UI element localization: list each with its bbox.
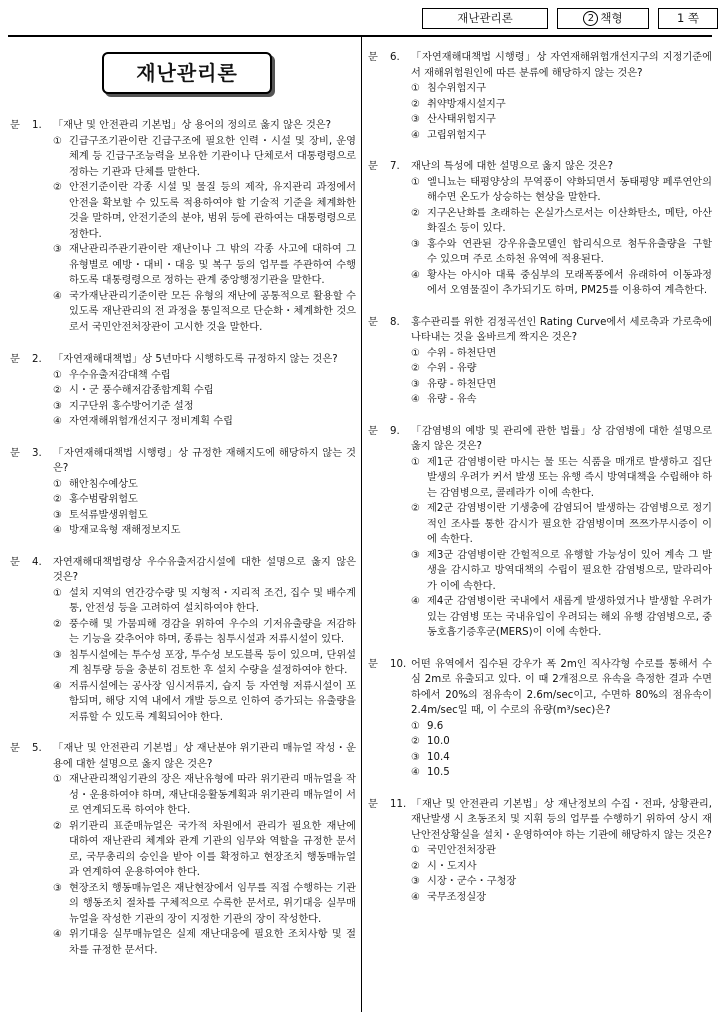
question-label: [10, 741, 53, 958]
question-prefix: 문: [10, 354, 20, 365]
option-2: [411, 859, 712, 875]
question-11: [368, 797, 712, 906]
option-4: [411, 268, 712, 299]
option-text: 재난관리책임기관의 장은 재난유형에 따라 위기관리 매뉴얼을 작성・운용하여야 하며, 재난대응활동계획과 위기관리 매뉴얼이 서로 연계되도록 하여야 한다.: [69, 774, 356, 816]
option-text: 설치 지역의 연간강수량 및 지형적・지리적 조건, 집수 및 배수계통, 안전성 등을 고려하여 설치하여야 한다.: [69, 587, 356, 614]
option-number: ④: [411, 891, 420, 903]
question-number: 5.: [32, 743, 42, 754]
option-4: [411, 594, 712, 641]
option-4: [411, 392, 712, 408]
option-text: 국민안전처장관: [427, 845, 496, 856]
option-number: ②: [53, 182, 62, 193]
option-number: ④: [53, 416, 62, 427]
option-text: 시장・군수・구청장: [427, 876, 517, 887]
option-text: 방재교육형 재해정보지도: [69, 525, 181, 536]
question-stem: 재난의 특성에 대한 설명으로 옳지 않은 것은?: [411, 161, 613, 172]
option-number: ③: [53, 882, 62, 894]
option-3: [53, 648, 356, 679]
question-stem: 「재난 및 안전관리 기본법」상 용어의 정의로 옳지 않은 것은?: [53, 120, 332, 131]
page-number-box: 1 쪽: [658, 8, 718, 29]
subject-box: 재난관리론: [422, 8, 548, 29]
option-2: [53, 383, 356, 399]
option-text: 10.0: [427, 736, 450, 747]
option-number: ②: [411, 736, 420, 747]
option-2: [411, 361, 712, 377]
option-number: ④: [411, 129, 420, 141]
question-number: 6.: [390, 52, 400, 63]
question-3: [10, 446, 356, 539]
option-text: 긴급구조기관이란 긴급구조에 필요한 인력・시설 및 장비, 운영체계 등 긴급구조능력을 보유한 기관이나 단체로서 대통령령으로 정하는 기관과 단체를 말한다.: [69, 135, 356, 178]
question-label: [10, 118, 53, 335]
option-number: ③: [53, 400, 62, 412]
option-text: 제3군 감염병이란 간헐적으로 유행할 가능성이 있어 계속 그 발생을 감시하고 방역대책의 수립이 필요한 감염병으로, 말라리아가 이에 속한다.: [427, 549, 712, 592]
option-text: 제4군 감염병이란 국내에서 새롭게 발생하였거나 발생할 우려가 있는 감염병 또는 국내유입이 우려되는 해외 유행 감염병으로, 중동호흡기증후군(MERS)이 이에 속한다.: [427, 596, 713, 638]
option-text: 안전기준이란 각종 시설 및 물질 등의 제작, 유지관리 과정에서 안전을 확보할 수 있도록 적용하여야 할 기술적 기준을 체계화한 것을 말하며, 안전기준의 분야, 범위 등에 관하여는 대통령령으로 정한다.: [69, 182, 356, 240]
question-9: [368, 424, 712, 641]
option-1: [411, 346, 712, 362]
question-prefix: 문: [368, 316, 378, 328]
option-number: ①: [411, 176, 420, 188]
option-1: [411, 175, 712, 206]
option-text: 유량 - 하천단면: [427, 378, 497, 390]
option-number: ③: [53, 244, 62, 255]
option-2: [53, 819, 356, 881]
option-1: [411, 81, 712, 97]
question-stem: 어떤 유역에서 집수된 강우가 폭 2m인 직사각형 수로를 통해서 수심 2m로 유출되고 있다. 이 때 2개점으로 유속을 측정한 결과 수면하에서 20%의 점유속이 2.6m/sec이고, 수면하 80%의 점유속이 2.4m/sec일 때, 이 수로의 유량(m³/sec)은?: [411, 658, 712, 716]
option-number: ④: [411, 394, 420, 405]
option-4: [411, 128, 712, 144]
option-number: ①: [53, 135, 62, 147]
option-number: ④: [411, 596, 420, 607]
option-4: [411, 890, 712, 906]
option-text: 저류시설에는 공사장 임시저류지, 습지 등 자연형 저류시설이 포함되며, 해당 지역 내에서 개발 등으로 인하여 증가되는 유출량을 저류할 수 있도록 계획되어야 한다.: [69, 680, 356, 723]
option-3: [53, 242, 356, 289]
booklet-type-box: [557, 8, 649, 29]
question-number: 8.: [390, 316, 400, 328]
option-1: [411, 719, 712, 735]
question-label: [10, 352, 53, 430]
question-stem: 자연재해대책법령상 우수유출저감시설에 대한 설명으로 옳지 않은 것은?: [53, 556, 356, 583]
option-text: 지구온난화를 초래하는 온실가스로서는 이산화탄소, 메탄, 아산화질소 등이 있다.: [427, 207, 712, 234]
option-2: [53, 492, 356, 508]
option-4: [53, 523, 356, 539]
page-header: [422, 8, 718, 29]
question-number: 10.: [390, 658, 407, 670]
question-label: [368, 50, 411, 143]
question-number: 1.: [32, 120, 42, 131]
question-7: [368, 159, 712, 299]
column-divider: [361, 37, 362, 1012]
option-3: [53, 399, 356, 415]
question-body: [53, 118, 356, 335]
option-2: [411, 97, 712, 113]
option-text: 홍수와 연관된 강우유출모델인 합리식으로 첨두유출량을 구할 수 있으며 주로 소하천 유역에 적용된다.: [427, 238, 712, 265]
question-label: [368, 424, 411, 641]
option-2: [411, 501, 712, 548]
option-number: ②: [411, 98, 420, 110]
option-1: [411, 843, 712, 859]
option-text: 10.5: [427, 767, 450, 778]
option-3: [53, 508, 356, 524]
option-number: ②: [411, 207, 420, 219]
question-stem: 「재난 및 안전관리 기본법」상 재난정보의 수집・전파, 상황관리, 재난발생 시 초동조치 및 지휘 등의 업무를 수행하기 위하여 상시 재난안전상황실을 설치・운영하여야 하는 기관에 해당하지 않는 것은?: [411, 798, 712, 841]
option-1: [53, 586, 356, 617]
question-prefix: 문: [368, 798, 378, 810]
question-stem: 「감염병의 예방 및 관리에 관한 법률」상 감염병에 대한 설명으로 옳지 않은 것은?: [411, 425, 712, 452]
option-4: [53, 414, 356, 430]
option-text: 수위 - 하천단면: [427, 347, 497, 359]
option-text: 침수위험지구: [427, 83, 487, 94]
option-number: ①: [411, 347, 420, 359]
question-number: 2.: [32, 354, 42, 365]
question-6: [368, 50, 712, 143]
option-number: ③: [53, 509, 62, 521]
option-4: [411, 765, 712, 781]
option-text: 엘니뇨는 태평양상의 무역풍이 약화되면서 동태평양 페루연안의 해수면 온도가 상승하는 현상을 말한다.: [427, 176, 712, 203]
option-number: ③: [53, 649, 62, 661]
option-2: [53, 180, 356, 242]
question-2: [10, 352, 356, 430]
option-number: ③: [411, 378, 420, 390]
option-text: 우수유출저감대책 수립: [69, 369, 171, 381]
question-4: [10, 555, 356, 726]
question-label: [368, 797, 411, 906]
option-text: 침투시설에는 투수성 포장, 투수성 보도블록 등이 있으며, 단위설계 침투량 등을 충분히 검토한 후 설치 수량을 설정하여야 한다.: [69, 649, 356, 676]
exam-title: 재난관리론: [102, 52, 272, 94]
option-number: ①: [411, 845, 420, 856]
option-number: ④: [53, 290, 62, 302]
left-column: [10, 118, 356, 958]
option-text: 산사태위험지구: [427, 114, 496, 125]
option-number: ①: [53, 587, 62, 599]
header-rule: [8, 35, 712, 37]
option-text: 토석류발생위험도: [69, 509, 148, 521]
option-text: 자연재해위험개선지구 정비계획 수립: [69, 416, 233, 427]
option-number: ②: [411, 363, 420, 374]
option-4: [53, 289, 356, 336]
option-text: 현장조치 행동매뉴얼은 재난현장에서 임무를 직접 수행하는 기관의 행동조치 절차를 구체적으로 수록한 문서로, 위기대응 실무매뉴얼을 작성한 기관의 장이 지정한 기관의 장이 작성한다.: [69, 882, 356, 925]
booklet-type-number: 2: [583, 11, 598, 26]
option-1: [53, 477, 356, 493]
option-text: 위기대응 실무매뉴얼은 실제 재난대응에 필요한 조치사항 및 절차를 규정한 문서다.: [69, 929, 356, 956]
option-number: ④: [411, 269, 420, 281]
option-1: [53, 368, 356, 384]
option-text: 위기관리 표준매뉴얼은 국가적 차원에서 관리가 필요한 재난에 대하여 재난관리 체계와 관계 기관의 임무와 역할을 규정한 문서로, 국무총리의 승인을 받아 이를 확정하고 현장조치 행동매뉴얼과 연계하여 운용하여야 한다.: [69, 820, 356, 878]
question-prefix: 문: [10, 447, 20, 459]
question-number: 9.: [390, 425, 400, 437]
question-stem: 홍수관리를 위한 검정곡선인 Rating Curve에서 세로축과 가로축에 나타내는 것을 올바르게 짝지은 것은?: [411, 316, 712, 343]
option-text: 해안침수예상도: [69, 478, 138, 490]
option-number: ③: [411, 876, 420, 887]
option-text: 고립위험지구: [427, 129, 487, 141]
option-number: ①: [411, 720, 420, 732]
option-3: [53, 881, 356, 928]
question-number: 11.: [390, 798, 407, 810]
question-stem: 「자연재해대책법 시행령」상 자연재해위험개선지구의 지정기준에서 재해위험원인에 따른 분류에 해당하지 않는 것은?: [411, 52, 712, 79]
option-number: ①: [53, 478, 62, 490]
option-number: ③: [411, 751, 420, 763]
right-column: [368, 50, 712, 905]
option-text: 국가재난관리기준이란 모든 유형의 재난에 공통적으로 활용할 수 있도록 재난관리의 전 과정을 통일적으로 단순화・체계화한 것으로서 국민안전처장관이 고시한 것을 말한다.: [69, 290, 356, 333]
question-body: [53, 555, 356, 726]
option-number: ④: [53, 680, 62, 692]
question-10: [368, 657, 712, 781]
question-label: [368, 315, 411, 408]
option-text: 제2군 감염병이란 기생충에 감염되어 발생하는 감염병으로 정기적인 조사를 통한 감시가 필요한 감염병이며 쯔쯔가무시증이 이에 속한다.: [427, 503, 712, 545]
question-8: [368, 315, 712, 408]
question-body: [53, 741, 356, 958]
question-prefix: 문: [10, 743, 20, 754]
option-3: [411, 112, 712, 128]
option-text: 시・군 풍수해저감종합계획 수립: [69, 385, 214, 396]
question-prefix: 문: [10, 120, 20, 131]
question-prefix: 문: [10, 556, 20, 568]
option-3: [411, 750, 712, 766]
option-text: 제1군 감염병이란 마시는 물 또는 식품을 매개로 발생하고 집단발생의 우려가 커서 발생 또는 유행 즉시 방역대책을 수립해야 하는 감염병으로, 콜레라가 이에 속한다.: [427, 456, 713, 499]
option-1: [53, 134, 356, 181]
booklet-type-label: 책형: [600, 10, 623, 25]
option-number: ②: [53, 385, 62, 396]
option-number: ③: [411, 114, 420, 125]
question-body: [411, 424, 712, 641]
option-number: ④: [411, 767, 420, 778]
option-text: 국무조정실장: [427, 891, 487, 903]
question-5: [10, 741, 356, 958]
option-number: ①: [53, 369, 62, 381]
option-number: ④: [53, 929, 62, 940]
question-body: [411, 657, 712, 781]
option-number: ④: [53, 525, 62, 536]
question-label: [10, 555, 53, 726]
option-text: 지구단위 홍수방어기준 설정: [69, 400, 194, 412]
question-prefix: 문: [368, 161, 378, 172]
question-body: [53, 352, 356, 430]
question-number: 4.: [32, 556, 42, 568]
option-text: 황사는 아시아 대륙 중심부의 모래폭풍에서 유래하여 이동과정에서 오염물질이 추가되기도 하며, PM25를 이용하여 계측한다.: [427, 269, 712, 296]
question-1: [10, 118, 356, 335]
option-number: ②: [411, 503, 420, 514]
option-3: [411, 237, 712, 268]
question-body: [411, 797, 712, 906]
option-text: 수위 - 유량: [427, 363, 477, 374]
option-text: 유량 - 유속: [427, 394, 477, 405]
option-3: [411, 874, 712, 890]
option-2: [411, 206, 712, 237]
option-number: ③: [411, 238, 420, 250]
option-text: 9.6: [427, 720, 444, 732]
option-number: ②: [53, 494, 62, 505]
option-2: [53, 617, 356, 648]
option-2: [411, 734, 712, 750]
question-number: 3.: [32, 447, 42, 459]
question-number: 7.: [390, 161, 400, 172]
question-stem: 「재난 및 안전관리 기본법」상 재난분야 위기관리 매뉴얼 작성・운용에 대한 설명으로 옳지 않은 것은?: [53, 743, 356, 770]
option-number: ③: [411, 549, 420, 561]
option-text: 재난관리주관기관이란 재난이나 그 밖의 각종 사고에 대하여 그 유형별로 예방・대비・대응 및 복구 등의 업무를 주관하여 수행하도록 대통령령으로 정하는 관계 중앙행정기관을 말한다.: [69, 244, 356, 286]
question-body: [411, 159, 712, 299]
option-4: [53, 679, 356, 726]
question-label: [368, 159, 411, 299]
question-body: [411, 315, 712, 408]
option-1: [411, 455, 712, 502]
question-stem: 「자연재해대책법 시행령」상 규정한 재해지도에 해당하지 않는 것은?: [53, 447, 356, 474]
option-text: 풍수해 및 가뭄피해 경감을 위하여 우수의 기저유출량을 저감하는 기능을 갖추어야 하며, 종류는 침투시설과 저류시설이 있다.: [69, 618, 356, 645]
option-text: 취약방재시설지구: [427, 98, 506, 110]
option-text: 시・도지사: [427, 860, 477, 872]
question-prefix: 문: [368, 658, 378, 670]
question-label: [10, 446, 53, 539]
question-body: [53, 446, 356, 539]
option-3: [411, 548, 712, 595]
option-number: ②: [53, 618, 62, 630]
question-label: [368, 657, 411, 781]
option-text: 홍수범람위험도: [69, 494, 138, 505]
option-3: [411, 377, 712, 393]
option-text: 10.4: [427, 751, 450, 763]
question-prefix: 문: [368, 52, 378, 63]
option-number: ①: [411, 456, 420, 468]
option-number: ②: [53, 820, 62, 832]
option-1: [53, 772, 356, 819]
option-number: ①: [411, 83, 420, 94]
option-number: ②: [411, 860, 420, 872]
question-prefix: 문: [368, 425, 378, 437]
option-4: [53, 927, 356, 958]
question-stem: 「자연재해대책법」상 5년마다 시행하도록 규정하지 않는 것은?: [53, 354, 338, 365]
option-number: ①: [53, 774, 62, 785]
question-body: [411, 50, 712, 143]
